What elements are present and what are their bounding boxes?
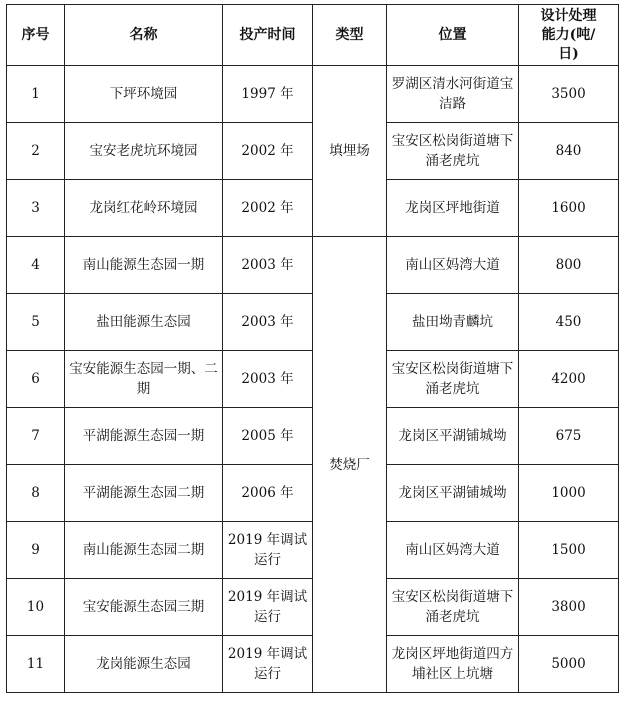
table-row: [7, 66, 619, 123]
row-name: 龙岗红花岭环境园: [65, 180, 223, 237]
row-time: 1997 年: [223, 66, 313, 123]
header-capacity-line3: 日): [558, 45, 579, 62]
row-location: 龙岗区坪地街道四方埔社区上坑塘: [387, 636, 519, 693]
row-capacity: 3500: [519, 66, 619, 123]
table-row: [7, 237, 619, 294]
row-location: 盐田坳青麟坑: [387, 294, 519, 351]
type-incinerator: 焚烧厂: [313, 237, 387, 693]
row-capacity: 800: [519, 237, 619, 294]
row-time: 2002 年: [223, 180, 313, 237]
row-time: 2019 年调试运行: [223, 636, 313, 693]
row-capacity: 1600: [519, 180, 619, 237]
row-time: 2003 年: [223, 237, 313, 294]
row-location: 龙岗区平湖铺城坳: [387, 408, 519, 465]
header-index: 序号: [7, 5, 65, 66]
row-time: 2019 年调试运行: [223, 579, 313, 636]
row-name: 龙岗能源生态园: [65, 636, 223, 693]
row-capacity: 1000: [519, 465, 619, 522]
row-time: 2005 年: [223, 408, 313, 465]
row-name: 南山能源生态园一期: [65, 237, 223, 294]
facility-table: [6, 4, 619, 693]
row-capacity: 1500: [519, 522, 619, 579]
row-name: 下坪环境园: [65, 66, 223, 123]
row-index: 8: [7, 465, 65, 522]
row-capacity: 3800: [519, 579, 619, 636]
row-capacity: 450: [519, 294, 619, 351]
row-name: 宝安能源生态园三期: [65, 579, 223, 636]
row-capacity: 840: [519, 123, 619, 180]
row-location: 龙岗区平湖铺城坳: [387, 465, 519, 522]
row-index: 11: [7, 636, 65, 693]
row-name: 平湖能源生态园一期: [65, 408, 223, 465]
row-name: 宝安能源生态园一期、二期: [65, 351, 223, 408]
row-index: 2: [7, 123, 65, 180]
row-location: 宝安区松岗街道塘下涌老虎坑: [387, 123, 519, 180]
row-capacity: 4200: [519, 351, 619, 408]
row-index: 1: [7, 66, 65, 123]
row-location: 南山区妈湾大道: [387, 237, 519, 294]
row-location: 龙岗区坪地街道: [387, 180, 519, 237]
type-landfill: 填埋场: [313, 66, 387, 237]
row-index: 9: [7, 522, 65, 579]
row-capacity: 5000: [519, 636, 619, 693]
row-index: 3: [7, 180, 65, 237]
row-location: 宝安区松岗街道塘下涌老虎坑: [387, 579, 519, 636]
header-row: [7, 5, 619, 66]
header-location: 位置: [387, 5, 519, 66]
row-index: 5: [7, 294, 65, 351]
row-index: 6: [7, 351, 65, 408]
header-name: 名称: [65, 5, 223, 66]
row-time: 2019 年调试运行: [223, 522, 313, 579]
row-time: 2002 年: [223, 123, 313, 180]
row-index: 10: [7, 579, 65, 636]
row-time: 2003 年: [223, 351, 313, 408]
header-capacity-line2: 能力(吨/: [541, 26, 596, 43]
header-capacity-line1: 设计处理: [540, 7, 597, 24]
row-time: 2003 年: [223, 294, 313, 351]
header-time: 投产时间: [223, 5, 313, 66]
row-index: 7: [7, 408, 65, 465]
row-location: 罗湖区清水河街道宝洁路: [387, 66, 519, 123]
row-location: 宝安区松岗街道塘下涌老虎坑: [387, 351, 519, 408]
header-type: 类型: [313, 5, 387, 66]
row-index: 4: [7, 237, 65, 294]
header-capacity: [519, 5, 619, 66]
row-name: 平湖能源生态园二期: [65, 465, 223, 522]
row-time: 2006 年: [223, 465, 313, 522]
row-name: 盐田能源生态园: [65, 294, 223, 351]
row-name: 宝安老虎坑环境园: [65, 123, 223, 180]
row-capacity: 675: [519, 408, 619, 465]
row-location: 南山区妈湾大道: [387, 522, 519, 579]
row-name: 南山能源生态园二期: [65, 522, 223, 579]
